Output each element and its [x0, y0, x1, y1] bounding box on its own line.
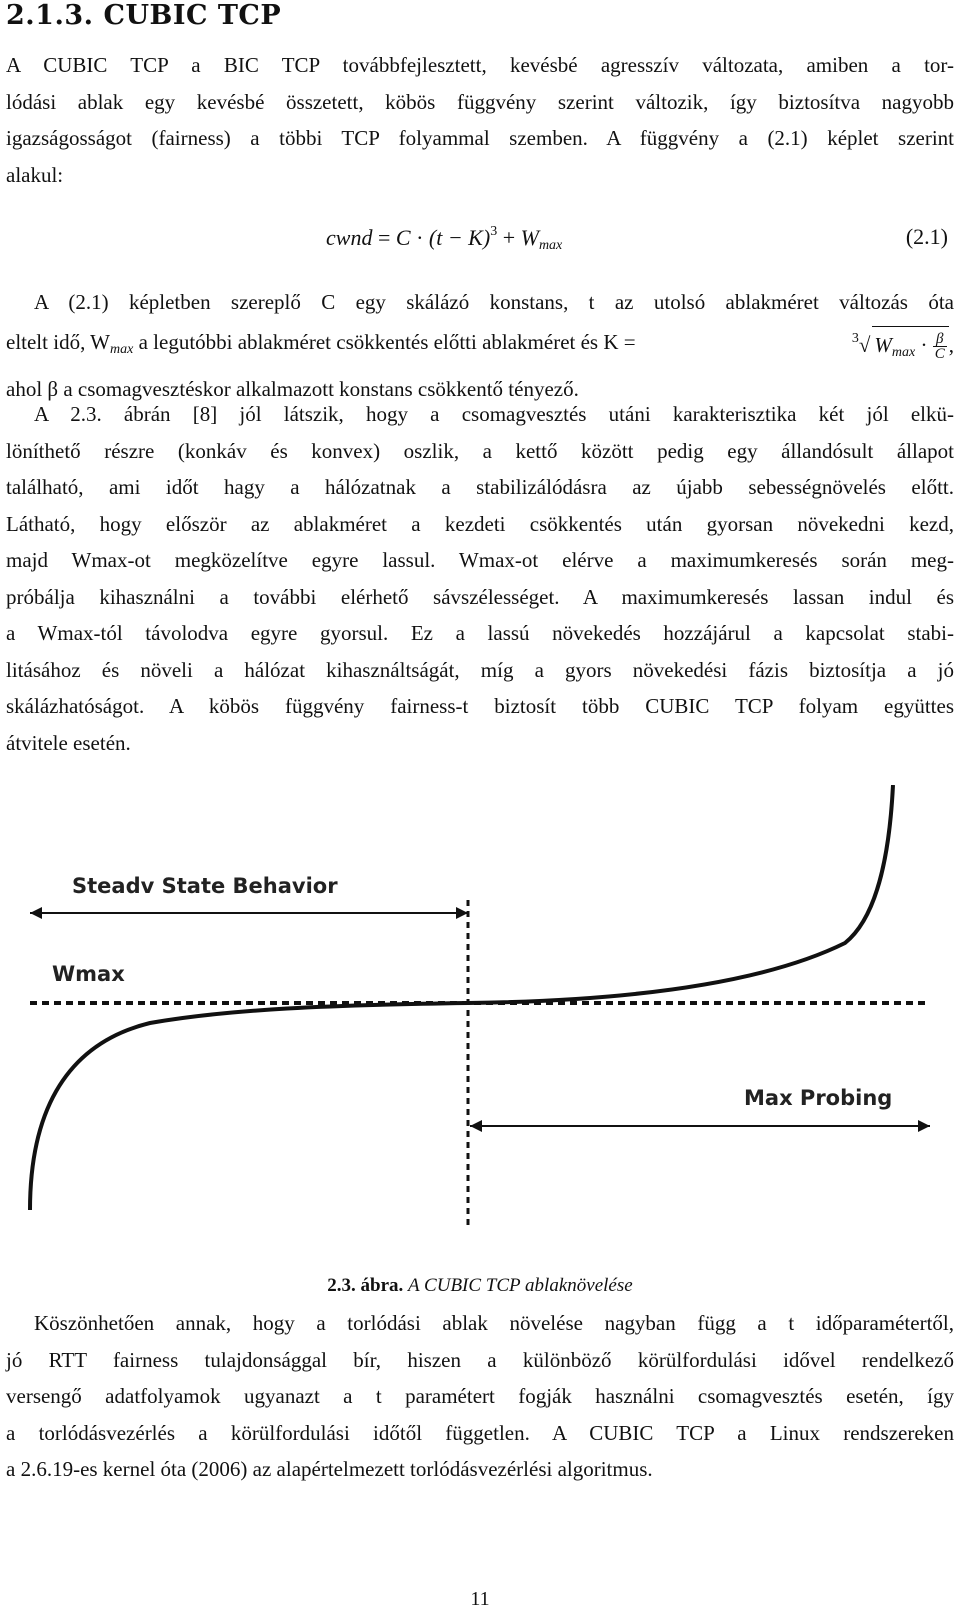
figure-caption — [0, 1275, 960, 1297]
paragraph-intro — [6, 47, 954, 193]
text-line: jó RTT fairness tulajdonsággal bír, hiszen a különböző körülfordulási idővel rendelkező — [6, 1347, 954, 1372]
figure-cubic-window-growth — [0, 785, 960, 1245]
text-line: versengő adatfolyamok ugyanazt a t paramétert fogják használni csomagvesztés esetén, így — [6, 1384, 954, 1408]
text-line: eltelt idő, $W_{max}$ a legutóbbi ablakméret csökkentés előtti ablakméret és K = $^3$√ $W_{max}$ · $\frac{\beta}{C}$ , — [6, 321, 954, 372]
section-title: CUBIC TCP — [103, 0, 282, 31]
text-line: löníthető részre (konkáv és konvex) oszlik, a kettő között pedig egy állandósult állapot — [6, 438, 954, 463]
equation-formula: cwnd = $C \cdot (t - K)^3 + W_{max}$ — [326, 224, 563, 253]
label-steady-state: Steadv State Behavior — [72, 874, 338, 898]
cubic-window-curve — [30, 785, 893, 1210]
label-max-probing: Max Probing — [744, 1086, 893, 1110]
equation-number: (2.1) — [905, 224, 948, 249]
text-line: átvitele esetén. — [6, 730, 131, 755]
section-number: 2.1.3. — [6, 0, 94, 31]
cubic-curve-diagram — [0, 785, 960, 1245]
text-line: található, ami időt hagy a hálózatnak a stabilizálódásra az újabb sebességnövelés előtt. — [6, 475, 954, 499]
text-line: lódási ablak egy kevésbé összetett, köbös függvény szerint változik, így biztosítva nagyobb — [6, 89, 954, 114]
max-probing-arrow-right-head — [918, 1120, 930, 1132]
label-wmax: Wmax — [52, 962, 125, 986]
text-line: A (2.1) képletben szereplő C egy skálázó konstans, t az utolsó ablakméret változás óta — [34, 290, 954, 314]
text-line: próbálja kihasználni a további elérhető sávszélességet. A maximumkeresés lassan indul és — [6, 584, 954, 609]
paragraph-figure-description — [6, 396, 954, 761]
caption-number: 2.3. ábra. — [327, 1275, 404, 1296]
section-heading — [6, 0, 281, 31]
text-line: A CUBIC TCP a BIC TCP továbbfejlesztett, kevésbé agresszív változata, amiben a tor- — [6, 53, 954, 77]
paragraph-rtt-fairness — [6, 1305, 954, 1488]
text-line: Köszönhetően annak, hogy a torlódási ablak növelése nagyban függ a t időparamétertől, — [34, 1311, 954, 1335]
max-probing-arrow-left-head — [470, 1120, 482, 1132]
equation-2-1 — [0, 220, 960, 260]
text-line: skálázhatóságot. A köbös függvény fairness-t biztosít több CUBIC TCP folyam együttes — [6, 694, 954, 718]
text-line: majd Wmax-ot megközelítve egyre lassul. Wmax-ot elérve a maximumkeresés során meg- — [6, 548, 954, 572]
caption-text: A CUBIC TCP ablaknövelése — [408, 1275, 633, 1296]
steady-state-arrow-right-head — [456, 907, 468, 919]
text-line: igazságosságot (fairness) a többi TCP folyammal szemben. A függvény a (2.1) képlet szerint — [6, 126, 954, 150]
text-line: A 2.3. ábrán [8] jól látszik, hogy a csomagvesztés utáni karakterisztika két jól elkü- — [34, 402, 954, 426]
text-line: Látható, hogy először az ablakméret a kezdeti csökkentés után gyorsan növekedni kezd, — [6, 511, 954, 536]
text-line: alakul: — [6, 162, 64, 187]
text-line: a Wmax-tól távolodva egyre gyorsul. Ez a lassú növekedés hozzájárul a kapcsolat stabi- — [6, 621, 954, 645]
text-line: litásához és növeli a hálózat kihasználtságát, míg a gyors növekedési fázis biztosítja a jó — [6, 657, 954, 682]
text-line: ahol β a csomagvesztéskor alkalmazott konstans csökkentő tényező. — [6, 377, 579, 401]
paragraph-definitions — [6, 284, 954, 408]
steady-state-arrow-left-head — [30, 907, 42, 919]
page-number: 11 — [470, 1588, 490, 1610]
text-line: a torlódásvezérlés a körülfordulási időtől független. A CUBIC TCP a Linux rendszereken — [6, 1420, 954, 1445]
text-line: a 2.6.19-es kernel óta (2006) az alapértelmezett torlódásvezérlési algoritmus. — [6, 1457, 653, 1481]
cube-root-expression: $^3$√ $W_{max}$ · $\frac{\beta}{C}$ , — [852, 321, 954, 372]
